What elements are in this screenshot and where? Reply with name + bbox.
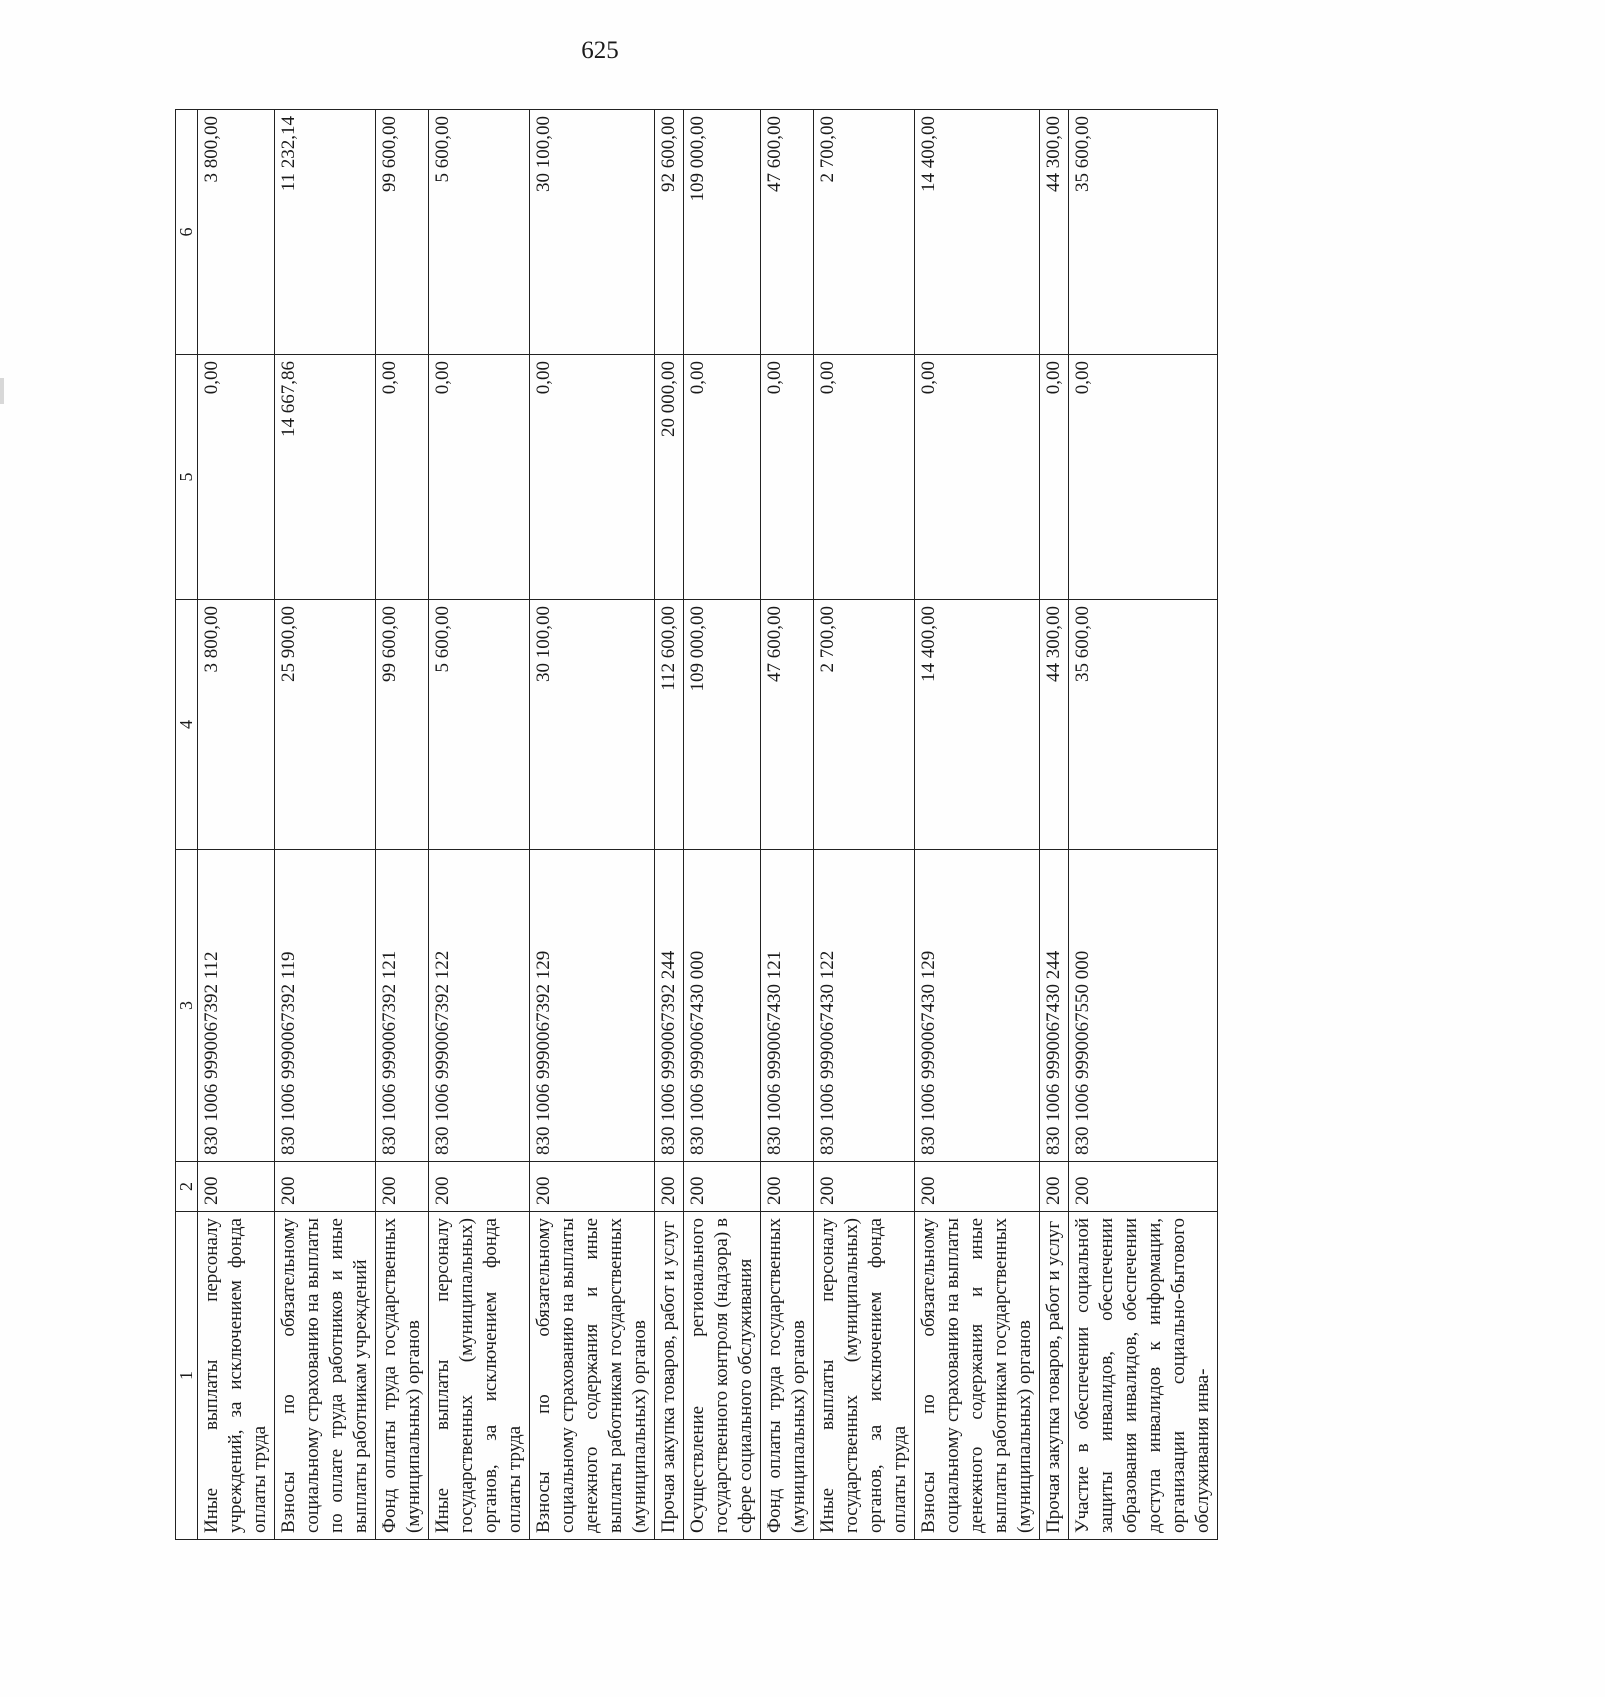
table-header-row	[176, 110, 198, 1540]
item-col5: 0,00	[530, 355, 655, 600]
item-kind: 200	[915, 1162, 1040, 1212]
item-col6: 44 300,00	[1040, 110, 1069, 355]
item-name: Фонд оплаты труда государственных (муниципальных) органов	[376, 1212, 429, 1540]
item-col6: 5 600,00	[429, 110, 530, 355]
table-row	[915, 110, 1040, 1540]
header-cell: 5	[176, 355, 198, 600]
table-row	[1040, 110, 1069, 1540]
page-number: 625	[581, 37, 619, 64]
item-col4: 44 300,00	[1040, 600, 1069, 850]
item-name: Иные выплаты персоналу государственных (муниципальных) органов, за исключением фонда оплаты труда	[429, 1212, 530, 1540]
item-col6: 3 800,00	[198, 110, 275, 355]
item-name: Участие в обеспечении социальной защиты инвалидов, обеспечении образования инвалидов, обеспечении доступа инвалидов к информации, организации социально-бытового обслуживания инва-	[1069, 1212, 1218, 1540]
scan-edge-mark	[0, 378, 4, 404]
item-col6: 92 600,00	[655, 110, 684, 355]
item-col6: 14 400,00	[915, 110, 1040, 355]
item-code: 830 1006 9990067392 121	[376, 850, 429, 1162]
table-row	[684, 110, 761, 1540]
item-col6: 2 700,00	[814, 110, 915, 355]
item-name: Иные выплаты персоналу учреждений, за исключением фонда оплаты труда	[198, 1212, 275, 1540]
item-code: 830 1006 9990067392 129	[530, 850, 655, 1162]
item-kind: 200	[530, 1162, 655, 1212]
item-code: 830 1006 9990067392 119	[275, 850, 376, 1162]
item-col6: 11 232,14	[275, 110, 376, 355]
item-kind: 200	[429, 1162, 530, 1212]
item-kind: 200	[684, 1162, 761, 1212]
item-name: Взносы по обязательному социальному страхованию на выплаты денежного содержания и иные выплаты работникам государственных (муниципальных) органов	[530, 1212, 655, 1540]
budget-table	[175, 109, 1218, 1540]
item-kind: 200	[376, 1162, 429, 1212]
item-col4: 47 600,00	[761, 600, 814, 850]
table-row	[198, 110, 275, 1540]
item-name: Взносы по обязательному социальному страхованию на выплаты по оплате труда работников и иные выплаты работникам учреждений	[275, 1212, 376, 1540]
item-col4: 109 000,00	[684, 600, 761, 850]
item-name: Прочая закупка товаров, работ и услуг	[655, 1212, 684, 1540]
table-row	[429, 110, 530, 1540]
table-row	[530, 110, 655, 1540]
item-col5: 14 667,86	[275, 355, 376, 600]
item-col5: 0,00	[1040, 355, 1069, 600]
item-col5: 0,00	[198, 355, 275, 600]
item-col6: 47 600,00	[761, 110, 814, 355]
item-kind: 200	[761, 1162, 814, 1212]
header-cell: 2	[176, 1162, 198, 1212]
item-col5: 0,00	[761, 355, 814, 600]
item-code: 830 1006 9990067430 122	[814, 850, 915, 1162]
table-row	[814, 110, 915, 1540]
item-col4: 14 400,00	[915, 600, 1040, 850]
item-col4: 112 600,00	[655, 600, 684, 850]
item-kind: 200	[1040, 1162, 1069, 1212]
item-col5: 0,00	[376, 355, 429, 600]
item-col5: 0,00	[915, 355, 1040, 600]
header-cell: 1	[176, 1212, 198, 1540]
table-row	[275, 110, 376, 1540]
item-name: Фонд оплаты труда государственных (муниципальных) органов	[761, 1212, 814, 1540]
item-kind: 200	[814, 1162, 915, 1212]
header-cell: 4	[176, 600, 198, 850]
item-col5: 0,00	[684, 355, 761, 600]
item-col4: 99 600,00	[376, 600, 429, 850]
table-row	[376, 110, 429, 1540]
item-name: Взносы по обязательному социальному страхованию на выплаты денежного содержания и иные выплаты работникам государственных (муниципальных) органов	[915, 1212, 1040, 1540]
item-col6: 30 100,00	[530, 110, 655, 355]
item-col4: 2 700,00	[814, 600, 915, 850]
item-code: 830 1006 9990067430 129	[915, 850, 1040, 1162]
table-row	[1069, 110, 1218, 1540]
item-col6: 99 600,00	[376, 110, 429, 355]
item-code: 830 1006 9990067392 122	[429, 850, 530, 1162]
item-code: 830 1006 9990067430 121	[761, 850, 814, 1162]
item-kind: 200	[275, 1162, 376, 1212]
item-name: Иные выплаты персоналу государственных (муниципальных) органов, за исключением фонда оплаты труда	[814, 1212, 915, 1540]
item-name: Осуществление регионального государственного контроля (надзора) в сфере социального обслуживания	[684, 1212, 761, 1540]
item-col6: 109 000,00	[684, 110, 761, 355]
item-col4: 3 800,00	[198, 600, 275, 850]
table-row	[655, 110, 684, 1540]
item-col6: 35 600,00	[1069, 110, 1218, 355]
item-col5: 20 000,00	[655, 355, 684, 600]
item-kind: 200	[1069, 1162, 1218, 1212]
table-row	[761, 110, 814, 1540]
header-cell: 3	[176, 850, 198, 1162]
item-col5: 0,00	[1069, 355, 1218, 600]
item-code: 830 1006 9990067430 244	[1040, 850, 1069, 1162]
item-col4: 25 900,00	[275, 600, 376, 850]
item-col4: 35 600,00	[1069, 600, 1218, 850]
item-kind: 200	[655, 1162, 684, 1212]
rotated-table-frame	[175, 110, 1605, 1533]
header-cell: 6	[176, 110, 198, 355]
item-col4: 30 100,00	[530, 600, 655, 850]
item-kind: 200	[198, 1162, 275, 1212]
item-code: 830 1006 9990067392 112	[198, 850, 275, 1162]
item-code: 830 1006 9990067392 244	[655, 850, 684, 1162]
item-col4: 5 600,00	[429, 600, 530, 850]
item-col5: 0,00	[429, 355, 530, 600]
item-code: 830 1006 9990067430 000	[684, 850, 761, 1162]
item-name: Прочая закупка товаров, работ и услуг	[1040, 1212, 1069, 1540]
item-col5: 0,00	[814, 355, 915, 600]
item-code: 830 1006 9990067550 000	[1069, 850, 1218, 1162]
